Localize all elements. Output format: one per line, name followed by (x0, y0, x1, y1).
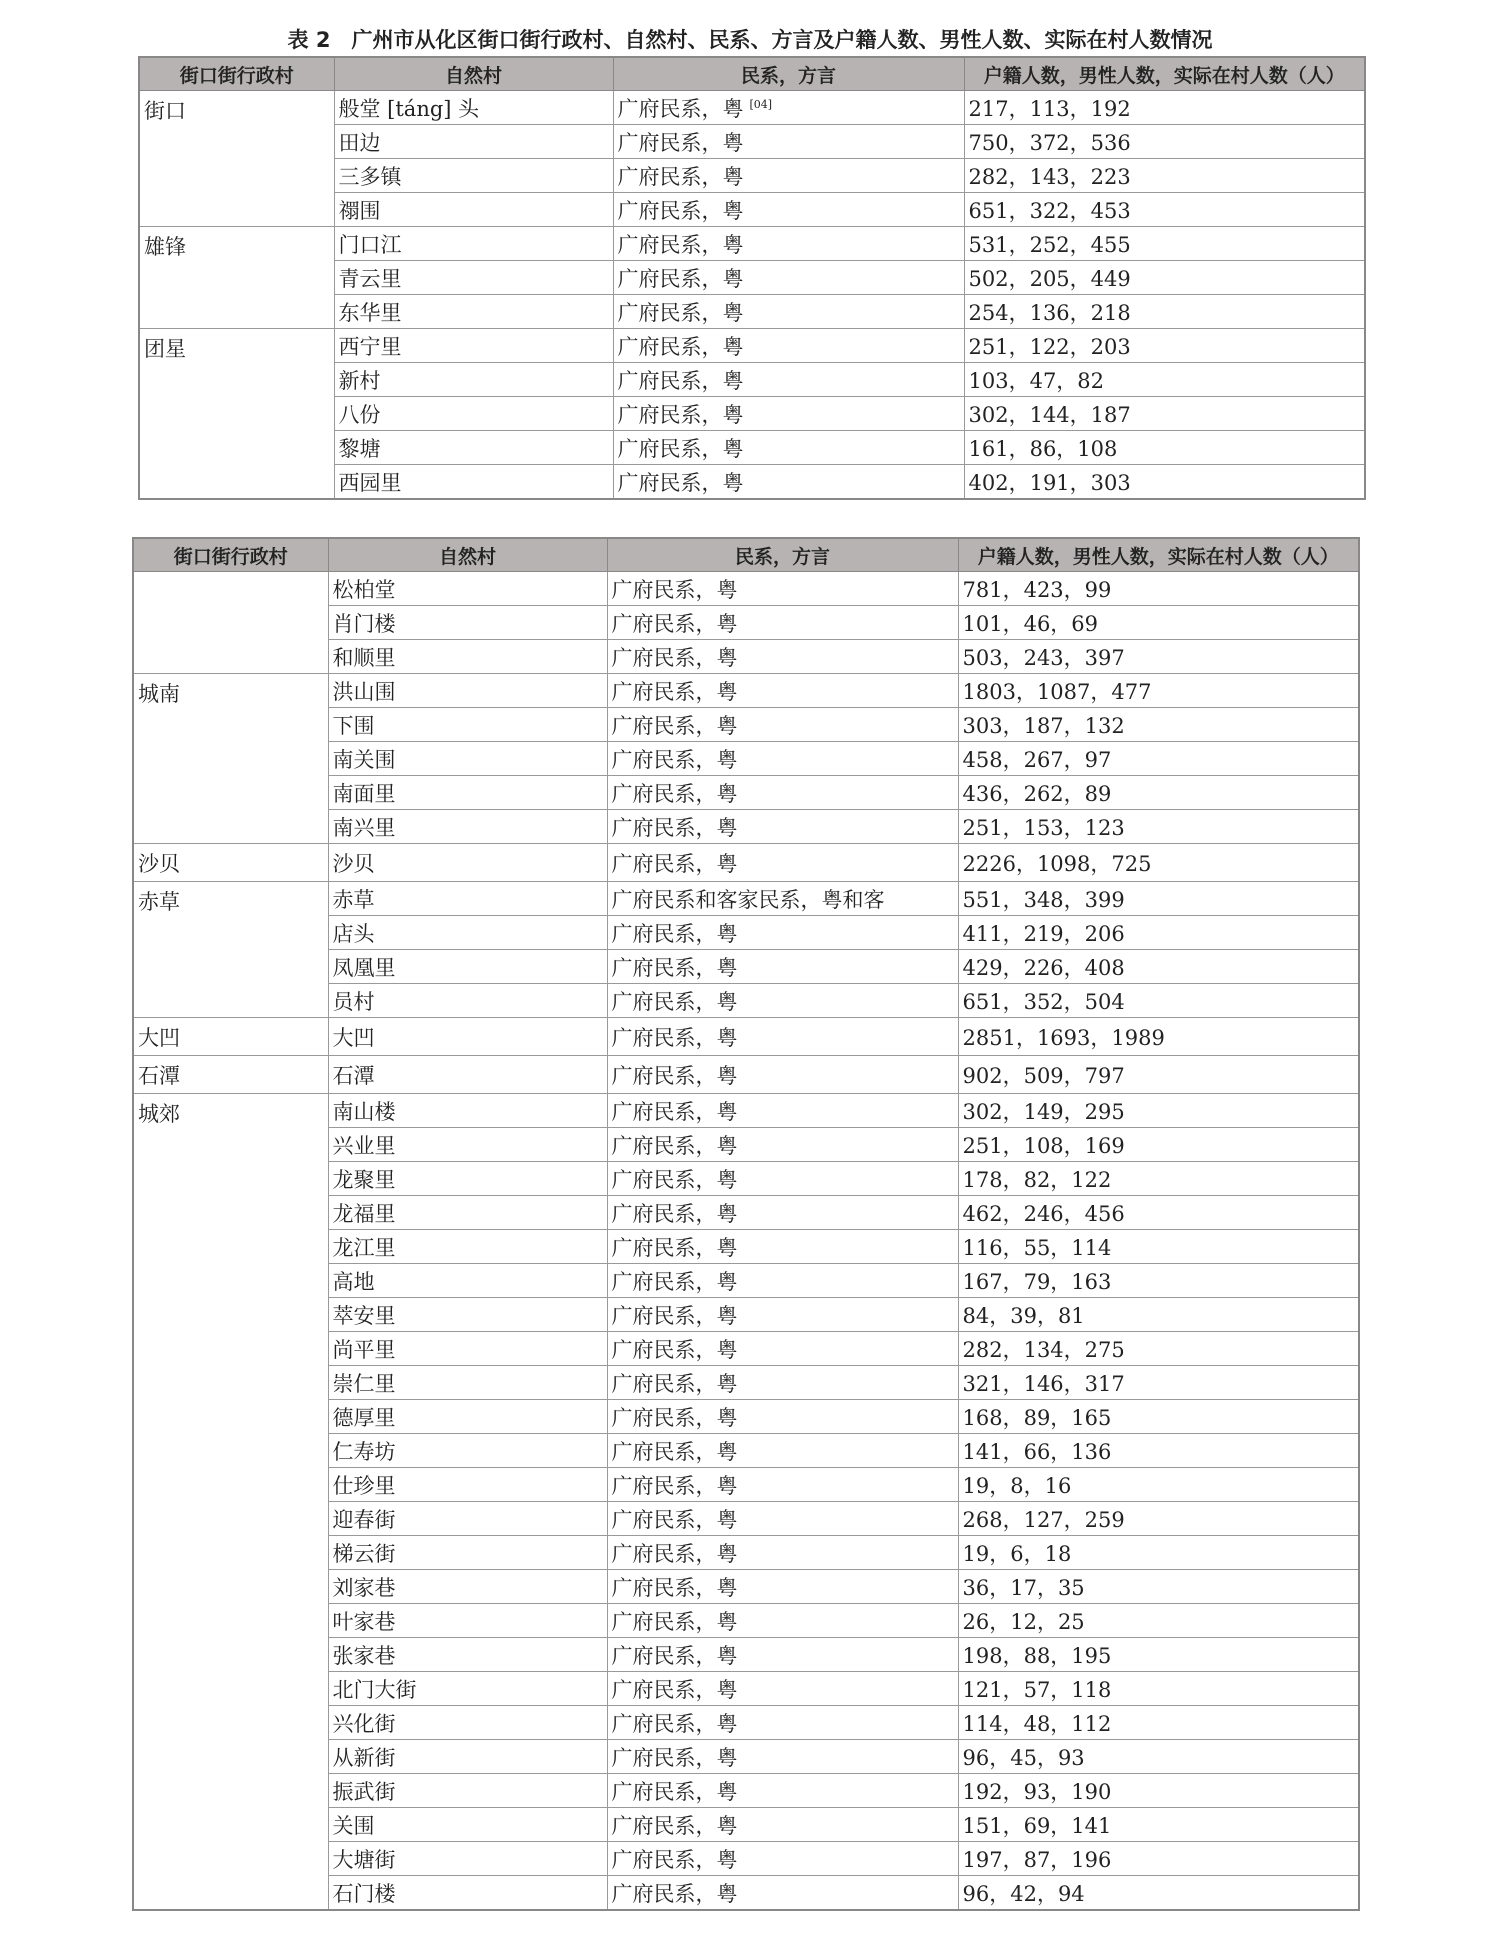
dialect-cell (607, 1842, 958, 1876)
table-row (133, 844, 1359, 882)
population-cell: 114，48，112 (958, 1706, 1359, 1740)
admin-village-cell: 城南 (133, 674, 328, 844)
natural-village-cell: 北门大街 (328, 1672, 607, 1706)
natural-village-cell: 南关围 (328, 742, 607, 776)
population-cell: 2226，1098，725 (958, 844, 1359, 882)
dialect-text: 广府民系，粤 (617, 402, 744, 427)
natural-village-cell: 门口江 (334, 227, 613, 261)
dialect-text: 广府民系，粤 (617, 198, 744, 223)
dialect-cell (607, 1366, 958, 1400)
dialect-text: 广府民系，粤 (611, 989, 738, 1014)
population-cell: 402，191，303 (964, 465, 1365, 500)
natural-village-cell: 新村 (334, 363, 613, 397)
natural-village-cell: 关围 (328, 1808, 607, 1842)
natural-village-cell: 仕珍里 (328, 1468, 607, 1502)
dialect-cell (613, 261, 964, 295)
table-header-row (133, 538, 1359, 572)
dialect-cell (607, 1672, 958, 1706)
dialect-cell (607, 1604, 958, 1638)
dialect-text: 广府民系，粤 (611, 679, 738, 704)
natural-village-cell: 八份 (334, 397, 613, 431)
dialect-cell (607, 1536, 958, 1570)
dialect-text: 广府民系，粤 (611, 1847, 738, 1872)
table-row (133, 1056, 1359, 1094)
natural-village-cell: 仁寿坊 (328, 1434, 607, 1468)
dialect-text: 广府民系，粤 (617, 96, 744, 121)
dialect-text: 广府民系，粤 (617, 232, 744, 257)
dialect-cell (607, 1400, 958, 1434)
dialect-text: 广府民系，粤 (611, 1167, 738, 1192)
dialect-cell (607, 776, 958, 810)
natural-village-cell: 龙江里 (328, 1230, 607, 1264)
dialect-text: 广府民系，粤 (617, 266, 744, 291)
dialect-cell (607, 1230, 958, 1264)
dialect-cell (613, 431, 964, 465)
population-cell: 781，423，99 (958, 572, 1359, 606)
natural-village-cell: 松柏堂 (328, 572, 607, 606)
dialect-text: 广府民系，粤 (611, 1473, 738, 1498)
dialect-cell (607, 742, 958, 776)
natural-village-cell: 员村 (328, 984, 607, 1018)
dialect-cell (613, 329, 964, 363)
dialect-text: 广府民系，粤 (611, 1609, 738, 1634)
dialect-cell (607, 1018, 958, 1056)
natural-village-cell: 田边 (334, 125, 613, 159)
header-population: 户籍人数，男性人数，实际在村人数（人） (964, 57, 1365, 91)
dialect-text: 广府民系，粤 (611, 1303, 738, 1328)
dialect-cell (607, 674, 958, 708)
natural-village-cell: 般堂 [táng] 头 (334, 91, 613, 125)
population-cell: 321，146，317 (958, 1366, 1359, 1400)
natural-village-cell: 三多镇 (334, 159, 613, 193)
population-cell: 19，6，18 (958, 1536, 1359, 1570)
dialect-text: 广府民系，粤 (617, 368, 744, 393)
population-cell: 429，226，408 (958, 950, 1359, 984)
natural-village-cell: 石门楼 (328, 1876, 607, 1911)
dialect-text: 广府民系，粤 (611, 747, 738, 772)
dialect-cell (607, 1808, 958, 1842)
population-cell: 902，509，797 (958, 1056, 1359, 1094)
table-header-row (139, 57, 1365, 91)
dialect-cell (607, 1706, 958, 1740)
population-cell: 178，82，122 (958, 1162, 1359, 1196)
dialect-cell (607, 1128, 958, 1162)
dialect-text: 广府民系，粤 (611, 781, 738, 806)
table-row (133, 1094, 1359, 1128)
population-cell: 551，348，399 (958, 882, 1359, 916)
dialect-cell (607, 950, 958, 984)
natural-village-cell: 振武街 (328, 1774, 607, 1808)
dialect-cell (607, 606, 958, 640)
population-cell: 651，322，453 (964, 193, 1365, 227)
natural-village-cell: 赤草 (328, 882, 607, 916)
population-cell: 750，372，536 (964, 125, 1365, 159)
natural-village-cell: 店头 (328, 916, 607, 950)
population-cell: 254，136，218 (964, 295, 1365, 329)
dialect-cell (607, 640, 958, 674)
natural-village-cell: 崇仁里 (328, 1366, 607, 1400)
population-cell: 198，88，195 (958, 1638, 1359, 1672)
dialect-cell (607, 1774, 958, 1808)
table-row (133, 674, 1359, 708)
data-table-1 (138, 56, 1366, 500)
dialect-text: 广府民系，粤 (611, 1541, 738, 1566)
table-title: 表 2 广州市从化区街口街行政村、自然村、民系、方言及户籍人数、男性人数、实际在村人数情况 (287, 28, 1213, 52)
admin-village-cell: 大凹 (133, 1018, 328, 1056)
admin-village-cell: 团星 (139, 329, 334, 500)
population-cell: 167，79，163 (958, 1264, 1359, 1298)
population-cell: 251，108，169 (958, 1128, 1359, 1162)
natural-village-cell: 兴业里 (328, 1128, 607, 1162)
population-cell: 19，8，16 (958, 1468, 1359, 1502)
natural-village-cell: 下围 (328, 708, 607, 742)
natural-village-cell: 刘家巷 (328, 1570, 607, 1604)
natural-village-cell: 高地 (328, 1264, 607, 1298)
data-table-2 (132, 537, 1360, 1911)
admin-village-cell: 沙贝 (133, 844, 328, 882)
dialect-text: 广府民系，粤 (611, 1025, 738, 1050)
dialect-cell (607, 916, 958, 950)
natural-village-cell: 肖门楼 (328, 606, 607, 640)
natural-village-cell: 大塘街 (328, 1842, 607, 1876)
dialect-text: 广府民系，粤 (617, 334, 744, 359)
dialect-text: 广府民系，粤 (611, 1405, 738, 1430)
population-cell: 84，39，81 (958, 1298, 1359, 1332)
population-cell: 411，219，206 (958, 916, 1359, 950)
natural-village-cell: 黎塘 (334, 431, 613, 465)
dialect-text: 广府民系，粤 (611, 645, 738, 670)
dialect-cell (607, 1434, 958, 1468)
table-row (133, 572, 1359, 606)
dialect-cell (607, 844, 958, 882)
population-cell: 36，17，35 (958, 1570, 1359, 1604)
header-admin-village: 街口街行政村 (133, 538, 328, 572)
dialect-cell (607, 572, 958, 606)
table-row (139, 227, 1365, 261)
dialect-cell (607, 1740, 958, 1774)
dialect-cell (607, 1094, 958, 1128)
population-cell: 96，42，94 (958, 1876, 1359, 1911)
table-row (133, 882, 1359, 916)
population-cell: 26，12，25 (958, 1604, 1359, 1638)
population-cell: 96，45，93 (958, 1740, 1359, 1774)
population-cell: 151，69，141 (958, 1808, 1359, 1842)
dialect-text: 广府民系，粤 (611, 1235, 738, 1260)
natural-village-cell: 东华里 (334, 295, 613, 329)
header-population: 户籍人数，男性人数，实际在村人数（人） (958, 538, 1359, 572)
population-cell: 192，93，190 (958, 1774, 1359, 1808)
dialect-text: 广府民系，粤 (611, 1813, 738, 1838)
natural-village-cell: 张家巷 (328, 1638, 607, 1672)
dialect-text: 广府民系和客家民系，粤和客 (611, 887, 885, 912)
dialect-text: 广府民系，粤 (611, 1439, 738, 1464)
population-cell: 436，262，89 (958, 776, 1359, 810)
dialect-text: 广府民系，粤 (611, 1711, 738, 1736)
population-cell: 251，153，123 (958, 810, 1359, 844)
population-cell: 282，143，223 (964, 159, 1365, 193)
dialect-cell (607, 1332, 958, 1366)
natural-village-cell: 南山楼 (328, 1094, 607, 1128)
dialect-cell (607, 882, 958, 916)
table-row (139, 329, 1365, 363)
dialect-text: 广府民系，粤 (611, 815, 738, 840)
natural-village-cell: 叶家巷 (328, 1604, 607, 1638)
dialect-text: 广府民系，粤 (611, 1337, 738, 1362)
natural-village-cell: 凤凰里 (328, 950, 607, 984)
natural-village-cell: 禤围 (334, 193, 613, 227)
population-cell: 121，57，118 (958, 1672, 1359, 1706)
natural-village-cell: 南兴里 (328, 810, 607, 844)
dialect-text: 广府民系，粤 (617, 300, 744, 325)
population-cell: 251，122，203 (964, 329, 1365, 363)
natural-village-cell: 从新街 (328, 1740, 607, 1774)
dialect-text: 广府民系，粤 (617, 470, 744, 495)
population-cell: 303，187，132 (958, 708, 1359, 742)
population-cell: 458，267，97 (958, 742, 1359, 776)
population-cell: 1803，1087，477 (958, 674, 1359, 708)
dialect-text: 广府民系，粤 (611, 577, 738, 602)
dialect-cell (613, 91, 964, 125)
population-cell: 116，55，114 (958, 1230, 1359, 1264)
dialect-cell (607, 1162, 958, 1196)
population-cell: 302，144，187 (964, 397, 1365, 431)
population-cell: 531，252，455 (964, 227, 1365, 261)
dialect-cell (607, 1876, 958, 1911)
population-cell: 168，89，165 (958, 1400, 1359, 1434)
header-natural-village: 自然村 (328, 538, 607, 572)
admin-village-cell: 雄锋 (139, 227, 334, 329)
dialect-cell (607, 1468, 958, 1502)
dialect-text: 广府民系，粤 (611, 955, 738, 980)
header-admin-village: 街口街行政村 (139, 57, 334, 91)
dialect-text: 广府民系，粤 (611, 1099, 738, 1124)
dialect-text: 广府民系，粤 (611, 1779, 738, 1804)
population-cell: 197，87，196 (958, 1842, 1359, 1876)
natural-village-cell: 兴化街 (328, 1706, 607, 1740)
dialect-text: 广府民系，粤 (611, 1371, 738, 1396)
dialect-text: 广府民系，粤 (611, 851, 738, 876)
table-row (139, 91, 1365, 125)
dialect-cell (613, 465, 964, 500)
natural-village-cell: 南面里 (328, 776, 607, 810)
natural-village-cell: 龙聚里 (328, 1162, 607, 1196)
natural-village-cell: 青云里 (334, 261, 613, 295)
dialect-text: 广府民系，粤 (617, 164, 744, 189)
dialect-cell (607, 1570, 958, 1604)
natural-village-cell: 萃安里 (328, 1298, 607, 1332)
population-cell: 217，113，192 (964, 91, 1365, 125)
dialect-cell (607, 1196, 958, 1230)
natural-village-cell: 大凹 (328, 1018, 607, 1056)
dialect-cell (607, 1638, 958, 1672)
header-dialect: 民系，方言 (613, 57, 964, 91)
natural-village-cell: 洪山围 (328, 674, 607, 708)
population-cell: 101，46，69 (958, 606, 1359, 640)
dialect-cell (613, 227, 964, 261)
dialect-text: 广府民系，粤 (611, 1269, 738, 1294)
dialect-cell (613, 363, 964, 397)
admin-village-cell: 赤草 (133, 882, 328, 1018)
natural-village-cell: 石潭 (328, 1056, 607, 1094)
dialect-cell (613, 159, 964, 193)
dialect-cell (613, 397, 964, 431)
footnote-reference: [04] (749, 97, 773, 111)
dialect-text: 广府民系，粤 (611, 921, 738, 946)
natural-village-cell: 德厚里 (328, 1400, 607, 1434)
dialect-text: 广府民系，粤 (617, 436, 744, 461)
population-cell: 462，246，456 (958, 1196, 1359, 1230)
dialect-text: 广府民系，粤 (617, 130, 744, 155)
dialect-text: 广府民系，粤 (611, 1063, 738, 1088)
dialect-cell (607, 1264, 958, 1298)
dialect-text: 广府民系，粤 (611, 1881, 738, 1906)
population-cell: 503，243，397 (958, 640, 1359, 674)
natural-village-cell: 和顺里 (328, 640, 607, 674)
admin-village-cell: 街口 (139, 91, 334, 227)
dialect-text: 广府民系，粤 (611, 1643, 738, 1668)
dialect-cell (607, 810, 958, 844)
dialect-text: 广府民系，粤 (611, 713, 738, 738)
population-cell: 268，127，259 (958, 1502, 1359, 1536)
natural-village-cell: 龙福里 (328, 1196, 607, 1230)
population-cell: 302，149，295 (958, 1094, 1359, 1128)
natural-village-cell: 西宁里 (334, 329, 613, 363)
population-cell: 141，66，136 (958, 1434, 1359, 1468)
admin-village-cell: 石潭 (133, 1056, 328, 1094)
admin-village-cell: 城郊 (133, 1094, 328, 1911)
population-cell: 282，134，275 (958, 1332, 1359, 1366)
dialect-cell (613, 125, 964, 159)
population-cell: 103，47，82 (964, 363, 1365, 397)
header-natural-village: 自然村 (334, 57, 613, 91)
dialect-text: 广府民系，粤 (611, 1745, 738, 1770)
dialect-cell (607, 708, 958, 742)
dialect-cell (607, 1298, 958, 1332)
admin-village-cell (133, 572, 328, 674)
natural-village-cell: 梯云街 (328, 1536, 607, 1570)
natural-village-cell: 沙贝 (328, 844, 607, 882)
header-dialect: 民系，方言 (607, 538, 958, 572)
table-row (133, 1018, 1359, 1056)
dialect-text: 广府民系，粤 (611, 1507, 738, 1532)
dialect-text: 广府民系，粤 (611, 1133, 738, 1158)
dialect-cell (607, 984, 958, 1018)
natural-village-cell: 西园里 (334, 465, 613, 500)
dialect-cell (607, 1502, 958, 1536)
natural-village-cell: 迎春街 (328, 1502, 607, 1536)
population-cell: 2851，1693，1989 (958, 1018, 1359, 1056)
natural-village-cell: 尚平里 (328, 1332, 607, 1366)
dialect-cell (613, 193, 964, 227)
population-cell: 161，86，108 (964, 431, 1365, 465)
dialect-text: 广府民系，粤 (611, 1575, 738, 1600)
dialect-text: 广府民系，粤 (611, 611, 738, 636)
dialect-text: 广府民系，粤 (611, 1677, 738, 1702)
population-cell: 502，205，449 (964, 261, 1365, 295)
dialect-text: 广府民系，粤 (611, 1201, 738, 1226)
population-cell: 651，352，504 (958, 984, 1359, 1018)
dialect-cell (613, 295, 964, 329)
dialect-cell (607, 1056, 958, 1094)
